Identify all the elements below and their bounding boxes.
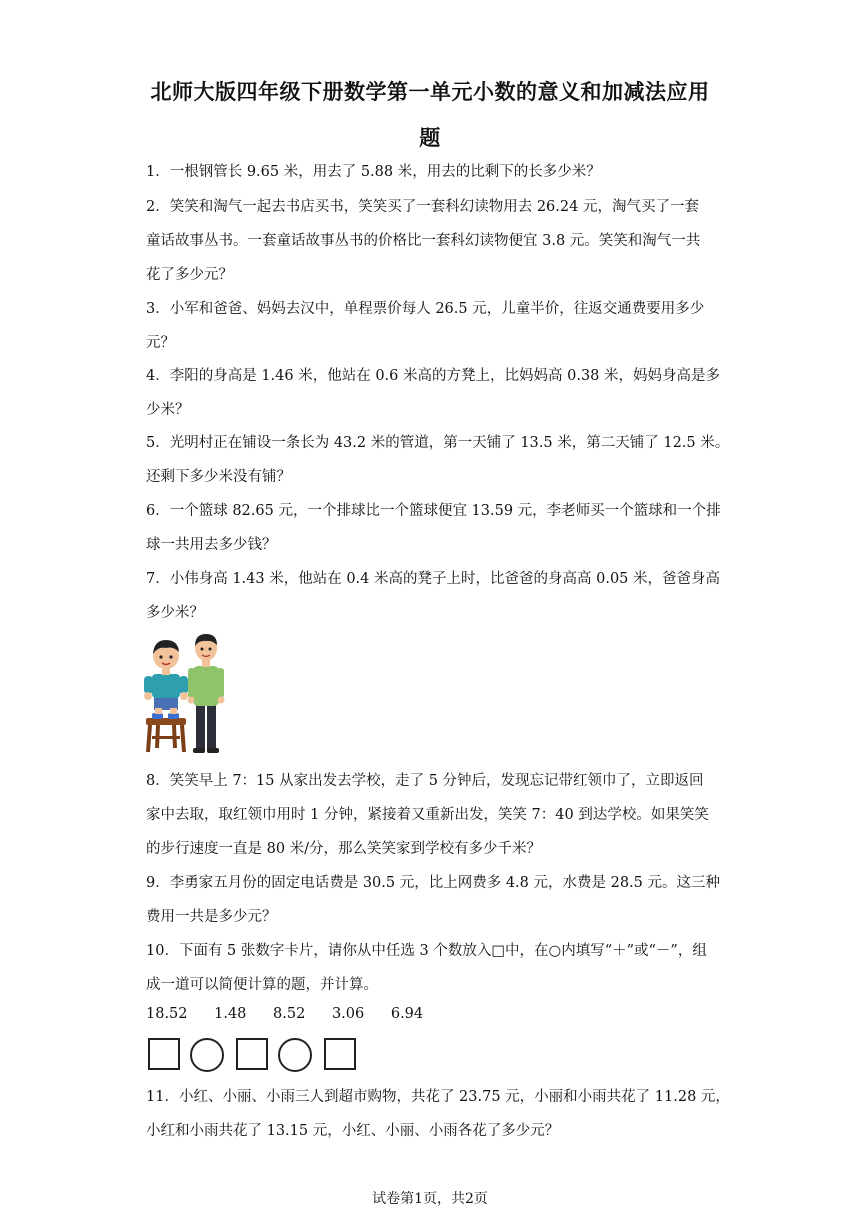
operator-circle[interactable] bbox=[190, 1038, 224, 1072]
question-line: 8．笑笑早上 7：15 从家出发去学校，走了 5 分钟后，发现忘记带红领巾了，立即返回 bbox=[146, 773, 704, 789]
question-line: 多少米？ bbox=[146, 605, 204, 621]
question-line: 11．小红、小丽、小雨三人到超市购物，共花了 23.75 元，小丽和小雨共花了 11.28 元， bbox=[146, 1089, 730, 1105]
equation-template bbox=[146, 1038, 366, 1074]
question-line: 元？ bbox=[146, 335, 175, 351]
question-line: 少米？ bbox=[146, 402, 190, 418]
number-card: 6.94 bbox=[390, 1006, 424, 1022]
question-line: 童话故事丛书。一套童话故事丛书的价格比一套科幻读物便宜 3.8 元。笑笑和淘气一共 bbox=[146, 233, 701, 249]
number-box[interactable] bbox=[324, 1038, 356, 1070]
number-card: 18.52 bbox=[146, 1006, 188, 1022]
question-line: 4．李阳的身高是 1.46 米，他站在 0.6 米高的方凳上，比妈妈高 0.38 米，妈妈身高是多 bbox=[146, 368, 721, 384]
number-box[interactable] bbox=[148, 1038, 180, 1070]
page-footer: 试卷第1页，共2页 bbox=[372, 1191, 488, 1207]
number-card: 8.52 bbox=[273, 1006, 306, 1022]
question-8 bbox=[146, 764, 720, 866]
number-card: 3.06 bbox=[331, 1006, 365, 1022]
question-4 bbox=[146, 359, 720, 427]
question-10 bbox=[146, 934, 720, 1002]
question-line: 6．一个篮球 82.65 元，一个排球比一个篮球便宜 13.59 元，李老师买一个篮球和一个排 bbox=[146, 503, 721, 519]
number-cards bbox=[146, 1006, 445, 1022]
question-11 bbox=[146, 1080, 730, 1148]
operator-circle[interactable] bbox=[278, 1038, 312, 1072]
question-line: 1．一根钢管长 9.65 米，用去了 5.88 米，用去的比剩下的长多少米？ bbox=[146, 164, 601, 180]
question-7 bbox=[146, 562, 720, 630]
question-line: 的步行速度一直是 80 米/分，那么笑笑家到学校有多少千米？ bbox=[146, 841, 542, 857]
question-line: 9．李勇家五月份的固定电话费是 30.5 元，比上网费多 4.8 元，水费是 28.5 元。这三种 bbox=[146, 875, 721, 891]
question-6 bbox=[146, 494, 720, 562]
page-title-line2: 题 bbox=[419, 126, 441, 150]
page-title-line1: 北师大版四年级下册数学第一单元小数的意义和加减法应用 bbox=[150, 80, 710, 104]
question-line: 2．笑笑和淘气一起去书店买书，笑笑买了一套科幻读物用去 26.24 元，淘气买了一套 bbox=[146, 199, 699, 215]
question-line: 小红和小雨共花了 13.15 元，小红、小丽、小雨各花了多少元？ bbox=[146, 1123, 560, 1139]
question-line: 5．光明村正在铺设一条长为 43.2 米的管道，第一天铺了 13.5 米，第二天铺了 12.5 米。 bbox=[146, 435, 730, 451]
boy-father-height-illustration bbox=[140, 632, 232, 754]
question-line: 还剩下多少米没有铺？ bbox=[146, 469, 291, 485]
question-line: 10．下面有 5 张数字卡片，请你从中任选 3 个数放入□中，在○内填写“＋”或“－”，组 bbox=[146, 943, 707, 959]
number-card: 1.48 bbox=[214, 1006, 247, 1022]
question-9 bbox=[146, 866, 720, 934]
question-line: 7．小伟身高 1.43 米，他站在 0.4 米高的凳子上时，比爸爸的身高高 0.05 米，爸爸身高 bbox=[146, 571, 721, 587]
question-line: 家中去取，取红领巾用时 1 分钟，紧接着又重新出发，笑笑 7：40 到达学校。如果笑笑 bbox=[146, 807, 709, 823]
father-icon bbox=[188, 634, 225, 753]
question-5 bbox=[146, 426, 730, 494]
number-box[interactable] bbox=[236, 1038, 268, 1070]
boy-on-stool-icon bbox=[144, 640, 188, 752]
question-1 bbox=[146, 155, 720, 189]
question-2 bbox=[146, 190, 720, 292]
question-line: 成一道可以简便计算的题，并计算。 bbox=[146, 977, 378, 993]
question-line: 3．小军和爸爸、妈妈去汉中，单程票价每人 26.5 元，儿童半价，往返交通费要用多少 bbox=[146, 301, 705, 317]
question-line: 花了多少元？ bbox=[146, 267, 233, 283]
question-line: 费用一共是多少元？ bbox=[146, 909, 277, 925]
question-line: 球一共用去多少钱？ bbox=[146, 537, 277, 553]
question-3 bbox=[146, 292, 720, 360]
